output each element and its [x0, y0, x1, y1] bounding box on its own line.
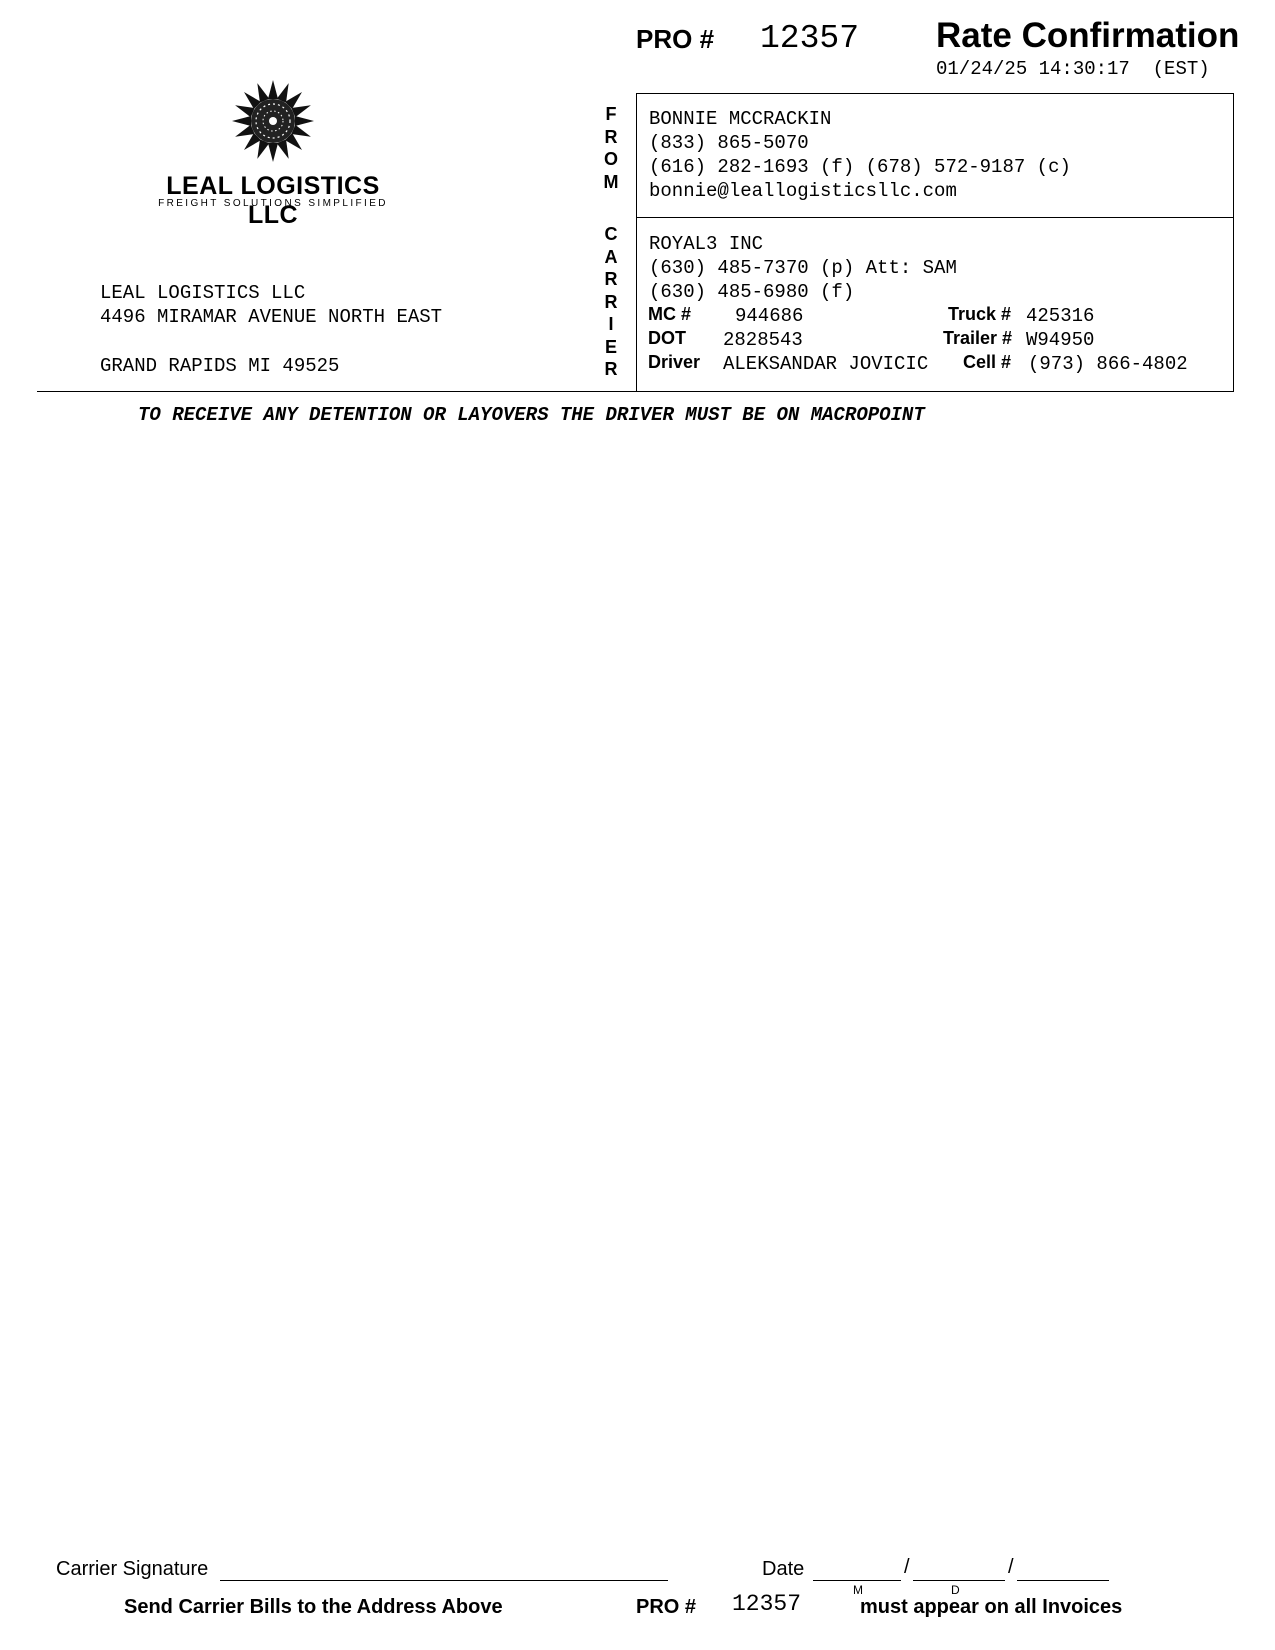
date-separator: / — [1008, 1556, 1014, 1578]
date-day-field[interactable] — [913, 1580, 1005, 1581]
from-email: bonnie@leallogisticsllc.com — [649, 180, 957, 202]
date-year-field[interactable] — [1017, 1580, 1109, 1581]
from-contact-name: BONNIE MCCRACKIN — [649, 108, 832, 130]
carrier-letter: R — [604, 269, 618, 289]
footer-pro-number: 12357 — [732, 1591, 802, 1617]
truck-value: 425316 — [1026, 305, 1095, 327]
date-month-field[interactable] — [813, 1580, 901, 1581]
logo-company-name: LEAL LOGISTICS LLC — [166, 172, 380, 229]
dot-value: 2828543 — [723, 329, 803, 351]
invoice-note: must appear on all Invoices — [860, 1596, 1123, 1618]
day-hint: D — [951, 1583, 960, 1597]
carrier-letter: R — [604, 359, 618, 379]
carrier-name: ROYAL3 INC — [649, 233, 764, 255]
carrier-phone: (630) 485-7370 (p) Att: SAM — [649, 257, 957, 279]
carrier-letter: C — [604, 224, 618, 244]
date-separator: / — [904, 1556, 910, 1578]
from-fax-cell: (616) 282-1693 (f) (678) 572-9187 (c) — [649, 156, 1071, 178]
truck-label: Truck # — [948, 304, 1012, 324]
carrier-fax: (630) 485-6980 (f) — [649, 281, 855, 303]
shipper-street: 4496 MIRAMAR AVENUE NORTH EAST — [100, 306, 443, 328]
from-contact-box — [636, 93, 1234, 217]
bills-address-note: Send Carrier Bills to the Address Above — [124, 1596, 503, 1618]
date-label: Date — [762, 1558, 805, 1580]
macropoint-notice: TO RECEIVE ANY DETENTION OR LAYOVERS THE DRIVER MUST BE ON MACROPOINT — [138, 404, 925, 426]
from-letter: R — [604, 126, 618, 147]
driver-label: Driver — [648, 352, 701, 372]
shipper-name: LEAL LOGISTICS LLC — [100, 282, 306, 304]
from-letter: F — [605, 104, 617, 124]
trailer-value: W94950 — [1026, 329, 1095, 351]
cell-value: (973) 866-4802 — [1028, 353, 1188, 375]
from-letter: O — [603, 149, 618, 169]
mc-value: 944686 — [735, 305, 804, 327]
carrier-signature-line[interactable] — [220, 1580, 668, 1581]
from-letter: M — [603, 171, 619, 192]
mc-label: MC # — [648, 304, 692, 324]
pro-number: 12357 — [760, 20, 860, 57]
carrier-letter: E — [604, 336, 617, 357]
logo-tagline: FREIGHT SOLUTIONS SIMPLIFIED — [158, 198, 388, 209]
carrier-vertical-label — [601, 223, 621, 381]
cell-label: Cell # — [963, 352, 1012, 372]
trailer-label: Trailer # — [943, 328, 1013, 348]
footer-pro-label: PRO # — [636, 1596, 697, 1618]
carrier-letter: I — [608, 314, 614, 334]
carrier-info-box — [636, 217, 1234, 392]
document-title: Rate Confirmation — [936, 16, 1240, 55]
carrier-signature-label: Carrier Signature — [56, 1558, 209, 1580]
header-divider — [37, 391, 1234, 392]
shipper-city-state-zip: GRAND RAPIDS MI 49525 — [100, 355, 340, 377]
dot-label: DOT — [648, 328, 686, 348]
pro-label: PRO # — [636, 24, 715, 54]
from-phone: (833) 865-5070 — [649, 132, 809, 154]
carrier-letter: R — [604, 291, 618, 312]
carrier-letter: A — [604, 246, 618, 267]
document-datetime: 01/24/25 14:30:17 (EST) — [936, 58, 1210, 80]
driver-value: ALEKSANDAR JOVICIC — [723, 353, 929, 375]
from-vertical-label — [601, 103, 621, 193]
sun-logo-icon — [150, 72, 410, 172]
month-hint: M — [853, 1583, 863, 1597]
